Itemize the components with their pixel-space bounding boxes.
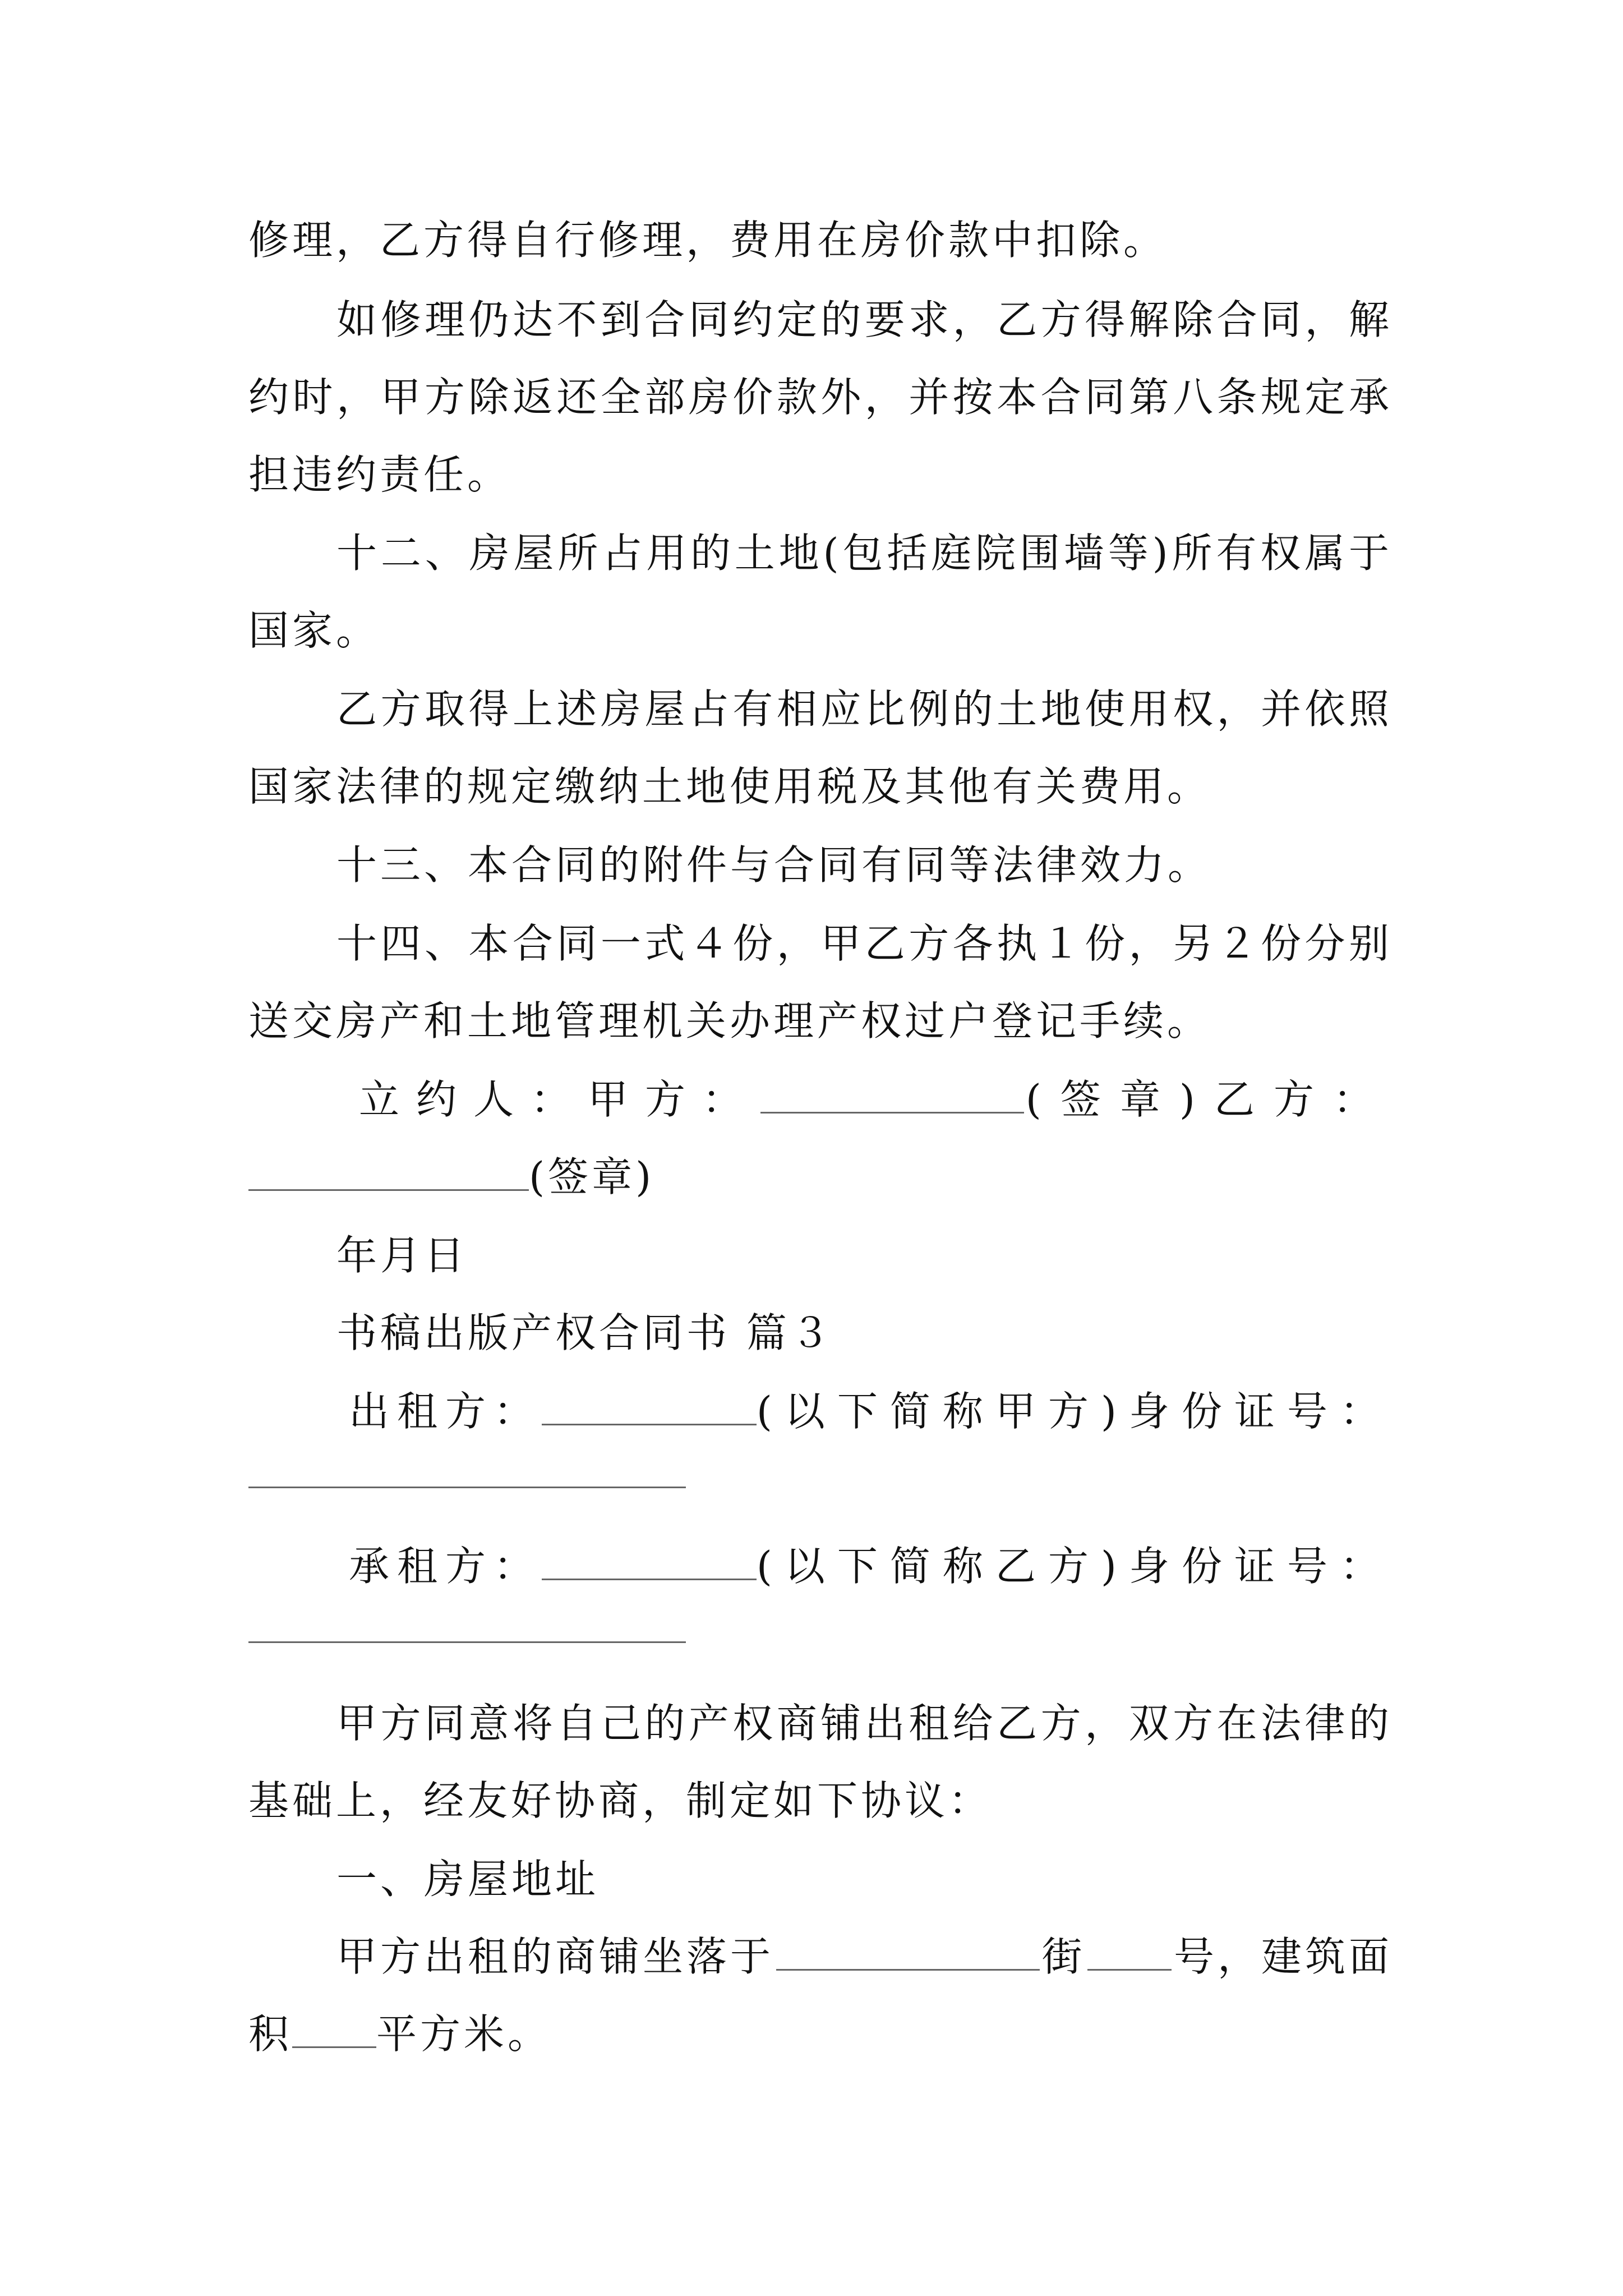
number-blank: [1087, 1936, 1172, 1971]
address-line: [336, 1929, 1393, 1985]
signature-label: 立约人：甲方：: [359, 1076, 760, 1123]
section-title: 书稿出版产权合同书 篇３: [336, 1309, 834, 1356]
heading-house-address: 一、房屋地址: [336, 1856, 600, 1903]
lessor-line: [349, 1383, 1393, 1439]
clause-12-line-1: 十二、房屋所占用的土地(包括庭院围墙等)所有权属于: [336, 530, 1393, 577]
land-use-line-2: 国家法律的规定缴纳土地使用税及其他有关费用。: [248, 763, 1211, 810]
street-blank: [776, 1936, 1040, 1971]
area-text-b: 平方米。: [376, 2010, 552, 2058]
clause-12-line-2: 国家。: [248, 607, 380, 654]
lessee-id-blank: [248, 1641, 686, 1643]
area-blank: [292, 2014, 376, 2048]
clause-14-line-2: 送交房产和土地管理机关办理产权过户登记手续。: [248, 997, 1211, 1045]
lessor-label: 出租方：: [349, 1388, 542, 1435]
lessee-line: [349, 1538, 1393, 1594]
signature-line: [359, 1071, 1393, 1128]
date-line: 年月日: [336, 1232, 468, 1279]
lessor-id-blank: [248, 1487, 686, 1488]
lessee-name-blank: [542, 1546, 757, 1580]
agreement-intro-line-1: 甲方同意将自己的产权商铺出租给乙方，双方在法律的: [336, 1700, 1393, 1747]
party-b-signature-blank: [248, 1157, 529, 1191]
paragraph-repair-line-2: 约时，甲方除返还全部房价款外，并按本合同第八条规定承: [248, 374, 1393, 421]
party-a-signature-blank: [760, 1079, 1024, 1114]
land-use-line-1: 乙方取得上述房屋占有相应比例的土地使用权，并依照: [336, 685, 1393, 733]
signature-line-2: [248, 1149, 1393, 1205]
address-text-a: 甲方出租的商铺坐落于: [336, 1933, 774, 1980]
paragraph-repair-line-3: 担违约责任。: [248, 451, 511, 498]
address-text-b: 街: [1041, 1933, 1086, 1980]
lessee-label: 承租方：: [349, 1543, 542, 1590]
area-text-a: 积: [248, 2010, 293, 2058]
address-text-c: 号，建筑面: [1173, 1933, 1393, 1980]
paragraph-repair-continued: 修理，乙方得自行修理，费用在房价款中扣除。: [248, 217, 1168, 264]
clause-13: 十三、本合同的附件与合同有同等法律效力。: [336, 841, 1212, 889]
paragraph-repair-line-1: 如修理仍达不到合同约定的要求，乙方得解除合同，解: [336, 296, 1393, 343]
signature-middle: (签章)乙方：: [1025, 1076, 1393, 1123]
agreement-intro-line-2: 基础上，经友好协商，制定如下协议：: [248, 1777, 993, 1824]
signature-end: (签章): [529, 1153, 655, 1200]
lessee-middle: (以下简称乙方)身份证号：: [756, 1543, 1393, 1590]
lessor-name-blank: [542, 1391, 757, 1425]
area-line: [248, 2006, 1393, 2062]
lessor-middle: (以下简称甲方)身份证号：: [756, 1388, 1393, 1435]
clause-14-line-1: 十四、本合同一式４份，甲乙方各执１份，另２份分别: [336, 920, 1393, 967]
